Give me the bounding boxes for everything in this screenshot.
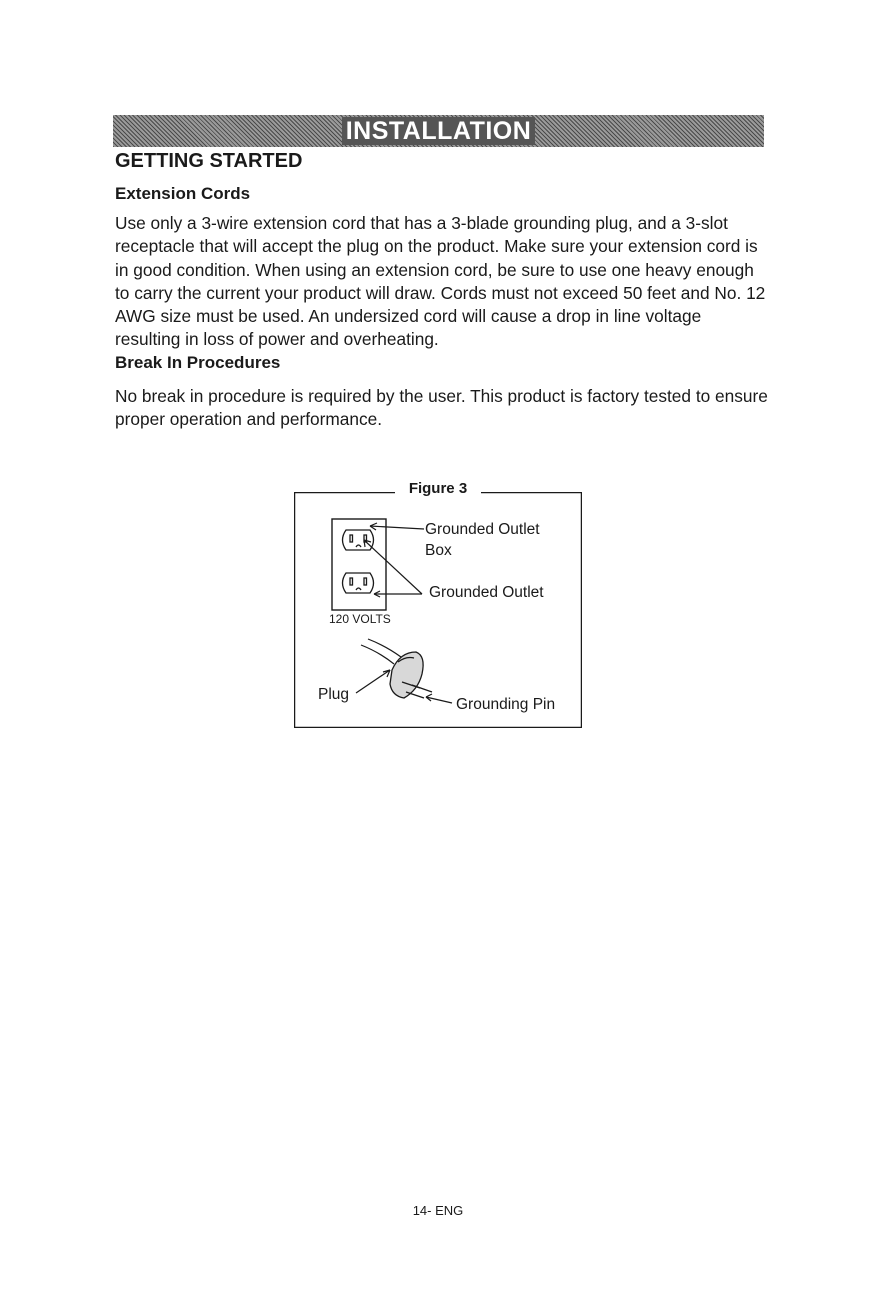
label-grounded-outlet-box-line1: Grounded Outlet bbox=[425, 521, 540, 538]
figure-title: Figure 3 bbox=[294, 480, 582, 497]
extension-cords-text: Use only a 3-wire extension cord that has a 3-blade grounding plug, and a 3-slot receptacle that will accept the plug on the product. Make sure your extension cord is in good condition. When using an extension cord, be sure to use one heavy enough to carry the current your product will draw. Cords must not exceed 50 feet and No. 12 AWG size must be used. An undersized cord will cause a drop in line voltage resulting in loss of power and overheating. bbox=[115, 213, 766, 350]
figure-3 bbox=[294, 480, 582, 728]
cord-icon bbox=[361, 639, 401, 664]
label-grounded-outlet-box-line2: Box bbox=[425, 542, 452, 559]
break-in-heading: Break In Procedures bbox=[115, 353, 281, 372]
banner-title: INSTALLATION bbox=[342, 117, 536, 145]
break-in-text: No break in procedure is required by the user. This product is factory tested to ensure proper operation and performance. bbox=[115, 386, 768, 430]
label-grounding-pin: Grounding Pin bbox=[456, 696, 556, 713]
section-heading: GETTING STARTED bbox=[115, 150, 303, 172]
section-banner bbox=[113, 115, 764, 147]
plug-icon bbox=[390, 652, 432, 698]
extension-cords-heading: Extension Cords bbox=[115, 184, 251, 203]
label-120-volts: 120 VOLTS bbox=[329, 612, 391, 626]
page-number: 14- ENG bbox=[412, 1203, 464, 1218]
label-grounded-outlet: Grounded Outlet bbox=[429, 584, 544, 601]
label-plug: Plug bbox=[318, 686, 350, 703]
